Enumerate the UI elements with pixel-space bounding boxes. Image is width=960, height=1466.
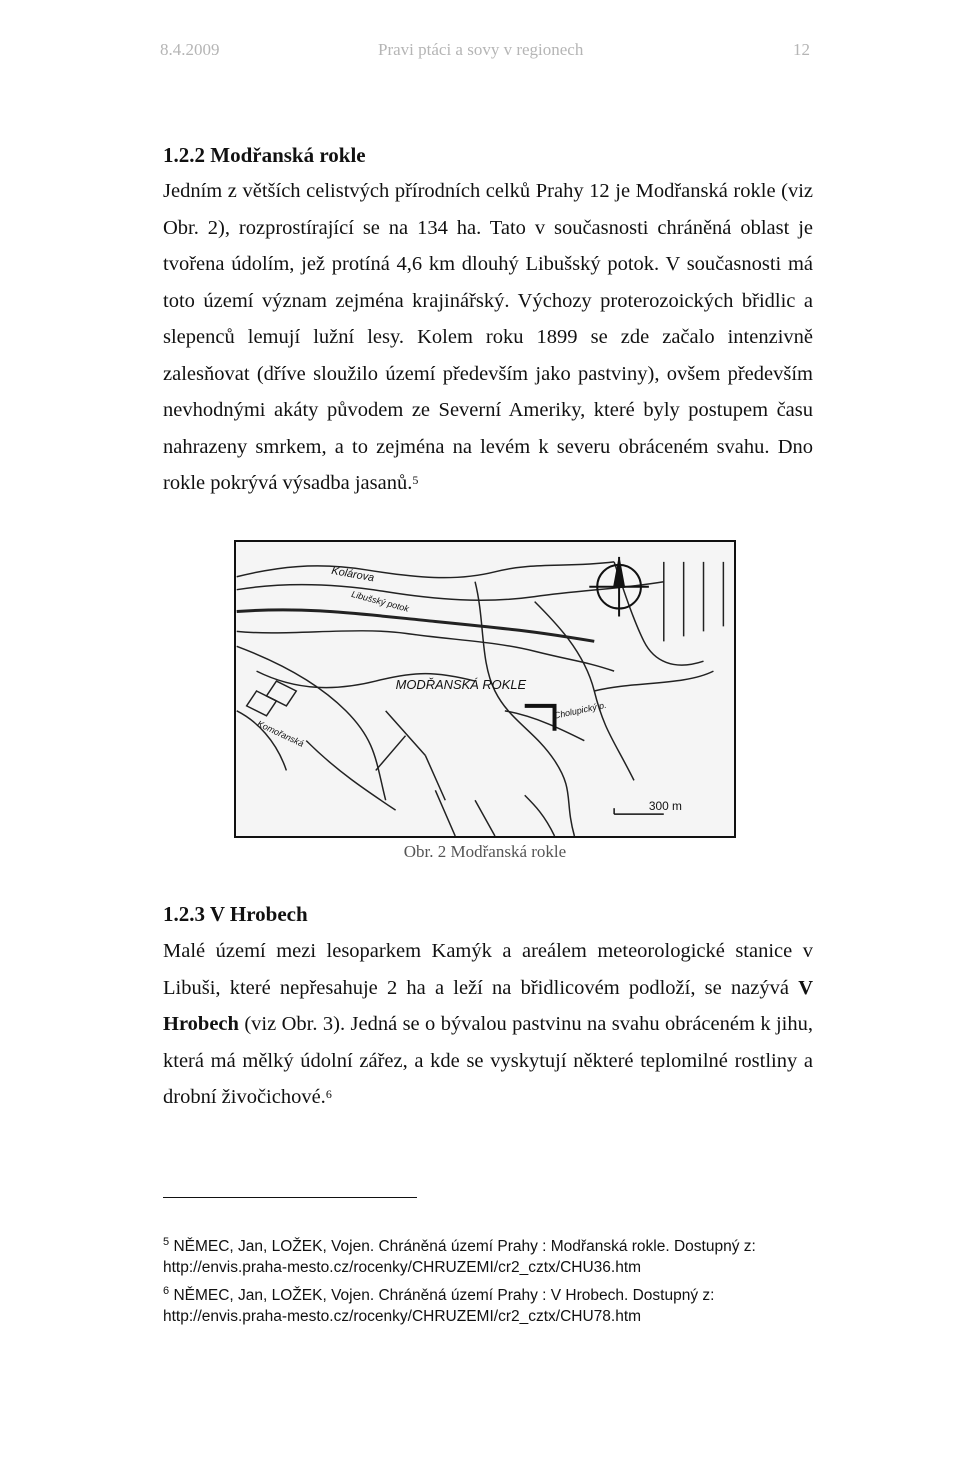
map-label-main: MODŘANSKÁ ROKLE (395, 677, 527, 692)
footnote-text: NĚMEC, Jan, LOŽEK, Vojen. Chráněná území Prahy : V Hrobech. Dostupný z: (173, 1287, 715, 1305)
map-label-komoranska: Komořanská (255, 718, 306, 749)
figure-caption: Obr. 2 Modřanská rokle (403, 842, 567, 861)
footnote-6 (163, 1281, 813, 1327)
footnote-link[interactable]: http://envis.praha-mesto.cz/rocenky/CHRUZEMI/cr2_cztx/CHU78.htm (163, 1308, 642, 1326)
footnote-text: NĚMEC, Jan, LOŽEK, Vojen. Chráněná území Prahy : Modřanská rokle. Dostupný z: (173, 1238, 756, 1256)
paragraph-text: Malé území mezi lesoparkem Kamýk a areálem meteorologické stanice v Libuši, které nepřesahuje 2 ha a leží na břidlicovém podloží, se nazývá (163, 940, 813, 999)
map-drawing (236, 542, 734, 836)
page-number: 12 (793, 40, 810, 59)
section-paragraph-modranska-rokle (163, 173, 813, 502)
section-paragraph-v-hrobech (163, 933, 813, 1116)
footnote-5 (163, 1232, 813, 1278)
paragraph-bold-term: V Hrobech (163, 976, 814, 1035)
footnote-link[interactable]: http://envis.praha-mesto.cz/rocenky/CHRUZEMI/cr2_cztx/CHU36.htm (163, 1259, 642, 1277)
header-title: Pravi ptáci a sovy v regionech (378, 40, 584, 59)
map-figure (234, 540, 736, 838)
header-date: 8.4.2009 (160, 40, 220, 59)
footnote-separator (163, 1197, 417, 1198)
map-scale-label: 300 m (648, 799, 682, 814)
paragraph-text-continued: (viz Obr. 3). Jedná se o bývalou pastvinu na svahu obráceném k jihu, která má mělký údolní zářez, a kde se vyskytují některé teplomilné rostliny a drobní živočichové. (163, 1013, 813, 1108)
footnotes (163, 1232, 813, 1330)
footnote-number: 6 (163, 1285, 170, 1298)
footnote-number: 5 (163, 1236, 170, 1248)
section-heading-modranska-rokle: 1.2.2 Modřanská rokle (163, 143, 366, 167)
footnote-ref[interactable]: 5 (412, 473, 419, 487)
footnote-ref[interactable]: 6 (325, 1087, 332, 1101)
map-label-cholupicky: Cholupický p. (552, 699, 608, 721)
map-label-libussky: Libušský potok (350, 588, 411, 614)
section-heading-v-hrobech: 1.2.3 V Hrobech (163, 902, 308, 926)
map-label-kolarova: Kolárova (330, 564, 376, 585)
page-header (160, 40, 810, 70)
paragraph-text: Jedním z větších celistvých přírodních celků Prahy 12 je Modřanská rokle (viz Obr. 2), rozprostírající se na 134 ha. Tato v současnosti chráněná oblast je tvořena údolím, jež protíná 4,6 km dlouhý Libušský potok. V současnosti má toto území význam zejména krajinářský. Výchozy proterozoických břidlic a slepenců lemují lužní lesy. Kolem roku 1899 se zde začalo intenzivně zalesňovat (dříve sloužilo území především jako pastviny), ovšem především nevhodnými akáty původem ze Severní Ameriky, které byly postupem času nahrazeny smrkem, a to zejména na levém k severu obráceném svahu. Dno rokle pokrývá výsadba jasanů. (163, 180, 813, 494)
